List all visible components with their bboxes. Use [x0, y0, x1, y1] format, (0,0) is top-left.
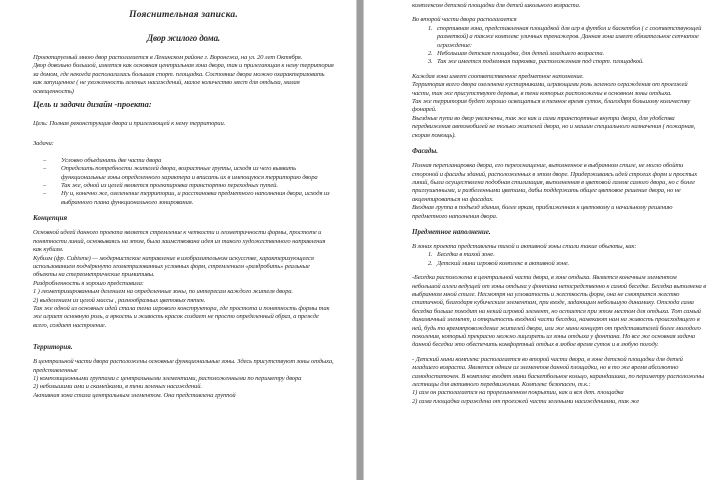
territory-heading: Территория.	[33, 343, 73, 352]
concept-paragraph: Кубизм (фр. Cubisme) — модернистское направление в изобразительном искусстве, характеризующееся использованием подчёркнуто геометризованных условных форм, стремлением «раздробить» реальные объекты на стереометрические примитивы.	[33, 254, 314, 279]
concept-heading: Концепция	[33, 214, 68, 223]
continuation-text: комплексом детской площадки для детей школьного возраста.	[412, 2, 581, 9]
playground-paragraph: - Детский мини комплекс располагается во второй части двора, в зоне детской площадки для детей младшего возраста. Является одним из элементов данной площадки, но в то же время абсолютно самодостаточен. В комплекс входят мини баскетбольное кольцо, карандашики, по периметру расположены лестницы для активного передвижения. Комплекс безопасен, т.к.:	[412, 355, 705, 389]
concept-paragraph: 1 ) геометризированным делением на определенные зоны, по интересам каждого жителя двора.	[33, 288, 293, 296]
goals-heading: Цель и задачи дизайн -проекта:	[33, 100, 152, 110]
concept-paragraph: Так же одной из основных идей стала тема игрового конструктора, где простота и понятность формы так же играет основную роль, а яркость и живость красок создает не просто определенный образ, а прежде всего, создает настроение.	[33, 304, 330, 329]
facades-paragraph: Входная группа в подъезд здания, более яркая, приближенная к цветовому и начальному решению предметного наполнения двора.	[412, 204, 673, 220]
facades-paragraph: Полная перепланировка двора, его переоснащение, выполненное в выбранном стиле, не могло обойти стороной и фасады зданий, расположенных в этом дворе. Придерживаясь идей строгих форм и простых линий, была осуществлена подобная стилизация, выполненная в цветовой гамме самого двора, но с более приглушенными, и разбеленными цветами, дабы поддержать общее цветовое решение двора, но не акцентироваться на фасадах.	[412, 162, 698, 203]
playground-reason: 2) сама площадка ограждена от проезжей части зелеными насаждениями, так же	[412, 397, 640, 405]
items-heading: Предметное наполнение.	[412, 227, 491, 236]
task-item: – Ну и, конечно же, озеленение территории, и расстановка предметного наполнения двора, исходя из выбранного плана функционального зонирования.	[61, 190, 334, 207]
second-part-item: 1. спортивная зона, представленная площадкой для игр в футбол и баскетбол ( с соответствующей разметкой) а также комплекс уличных тренажеров. Данная зона имеет обязательное сетчатое ограждение:	[434, 25, 706, 50]
task-item: – Определить потребности жителей двора, возрастные группы, исходя из чего выявить функциональные зоны определенного характера и вписать их в имеющуюся территорию двора	[61, 165, 334, 182]
tasks-list	[33, 157, 334, 207]
goal-text: Цель: Полная реконструкция двора и прилегающей к нему территории.	[33, 120, 226, 128]
territory-paragraph: 2) небольшими ами и скамейками, в тени зеленых насаждений.	[33, 383, 202, 391]
document-subtitle: Двор жилого дома.	[146, 33, 221, 43]
second-part-list	[412, 25, 706, 67]
second-part-item: 2. Небольшая детская площадка, для детей младшего возраста.	[434, 50, 706, 58]
zones-paragraph: Въездные пути во двор увеличены, так же как и сами транспортные внутри двора, для удобства передвижения автомобилей не только жителей двора, но и машин специального назначения ( пожарная, скорая помощь).	[412, 114, 696, 139]
items-list-item: 1. Беседка в тихой зоне.	[434, 251, 706, 259]
tasks-label: Задачи:	[33, 140, 54, 148]
zones-paragraph: Так же территория будет хорошо освещаться в темное время суток, благодаря большому количеству фонарей.	[412, 98, 691, 114]
gazebo-paragraph: -Беседка расположена в центральной части двора, в зоне отдыха. Является конечным элементом небольшой аллеи ведущей от зоны отдыха у фонтана непосредственно к самой беседке. Беседка выполнена в выбранном мной стиле. Несмотря на угловатость и жесткость форм, она не смотрится жестко статичной, благодаря кубическим элементам, при входе, задающим небольшую динамику. Отсюда сама беседка больше походит на некий игровой элемент, но остается при этом местом для отдыха. Тот самый динамичный элемент, и открытость входной части беседки, намекают нам на живость происходящего в ней, будь то времяпровождение жителей двора, или же мини концерт от представителей более молодого поколения, который прекрасно можно лицезреть из зоны отдыха у фонтана. Но все же основная задача данной беседки это обеспечить комфортный отдых в любое время суток и в любую погоду.	[412, 274, 706, 349]
territory-paragraph: В центральной части двора расположены основные функциональные зоны. Здесь присутствуют зоны отдыха, представленные	[33, 358, 334, 374]
task-item: – Так же, одной из целей является проектировка транспортно переходных путей.	[61, 182, 334, 190]
concept-paragraph: 2) выделением из целой массы , разнообразных цветовых пятен.	[33, 296, 206, 304]
document-title: Пояснительная записка.	[129, 10, 238, 20]
intro-paragraph: Двор довольно большой, имеется как основная центральная зона двора, так и прилегающая к нему территория за домом, где некогда располагалась большая спорт. площадка. Состояние двора можно охарактеризовать как запущенное ( не ухоженность зеленых насаждений, малое количество мест для отдыха, малая освещенность)	[33, 62, 334, 95]
items-list	[412, 251, 706, 268]
items-intro: В зонах проекта представлены тихой и активной зоны стали такие объекты, как:	[412, 242, 637, 250]
playground-reason: 1) сам он располагается на прорезиненном покрытии, как и вся дет. площадка	[412, 389, 624, 397]
concept-paragraph: Основной идеей данного проекта является стремление к четкости и геометричности формы, простоте и понятности линий, основываясь на этом, была заимствована идея из такого художественного направления как кубизм.	[33, 229, 326, 254]
second-part-item: 3. Так же имеется подземная парковка, расположенная под спорт. площадкой.	[434, 58, 706, 66]
intro-paragraph: Проектируемый мною двор располагается в Ленинском районе г. Воронежа, на ул. 20 лет Октября.	[33, 54, 303, 61]
document-page-left	[0, 0, 356, 480]
territory-paragraph: Активная зона стала центральным элементом. Она представлена группой	[33, 391, 236, 399]
zones-paragraph: Каждая зона имеет соответственное предметное наполнение.	[412, 72, 584, 80]
page-gutter	[356, 0, 364, 480]
document-page-right	[364, 0, 720, 480]
zones-paragraph: Территория всего двора озеленена кустарниками, играющими роль зеленого ограждения от проезжей части, так же присутствуют деревья, в тени которых расположены в основном зоны отдыха.	[412, 81, 688, 97]
concept-paragraph: Раздробленность я хорошо представила:	[33, 279, 144, 287]
territory-paragraph: 1) композиционными группами с центральными элементами, расположенными по периметру двора	[33, 374, 302, 382]
task-item: – Условно объединить две части двора	[61, 157, 334, 165]
facades-heading: Фасады.	[412, 147, 438, 156]
second-part-label: Во второй части двора располагается	[412, 16, 517, 24]
items-list-item: 2. Детский мини игровой комплекс в активной зоне.	[434, 260, 706, 268]
